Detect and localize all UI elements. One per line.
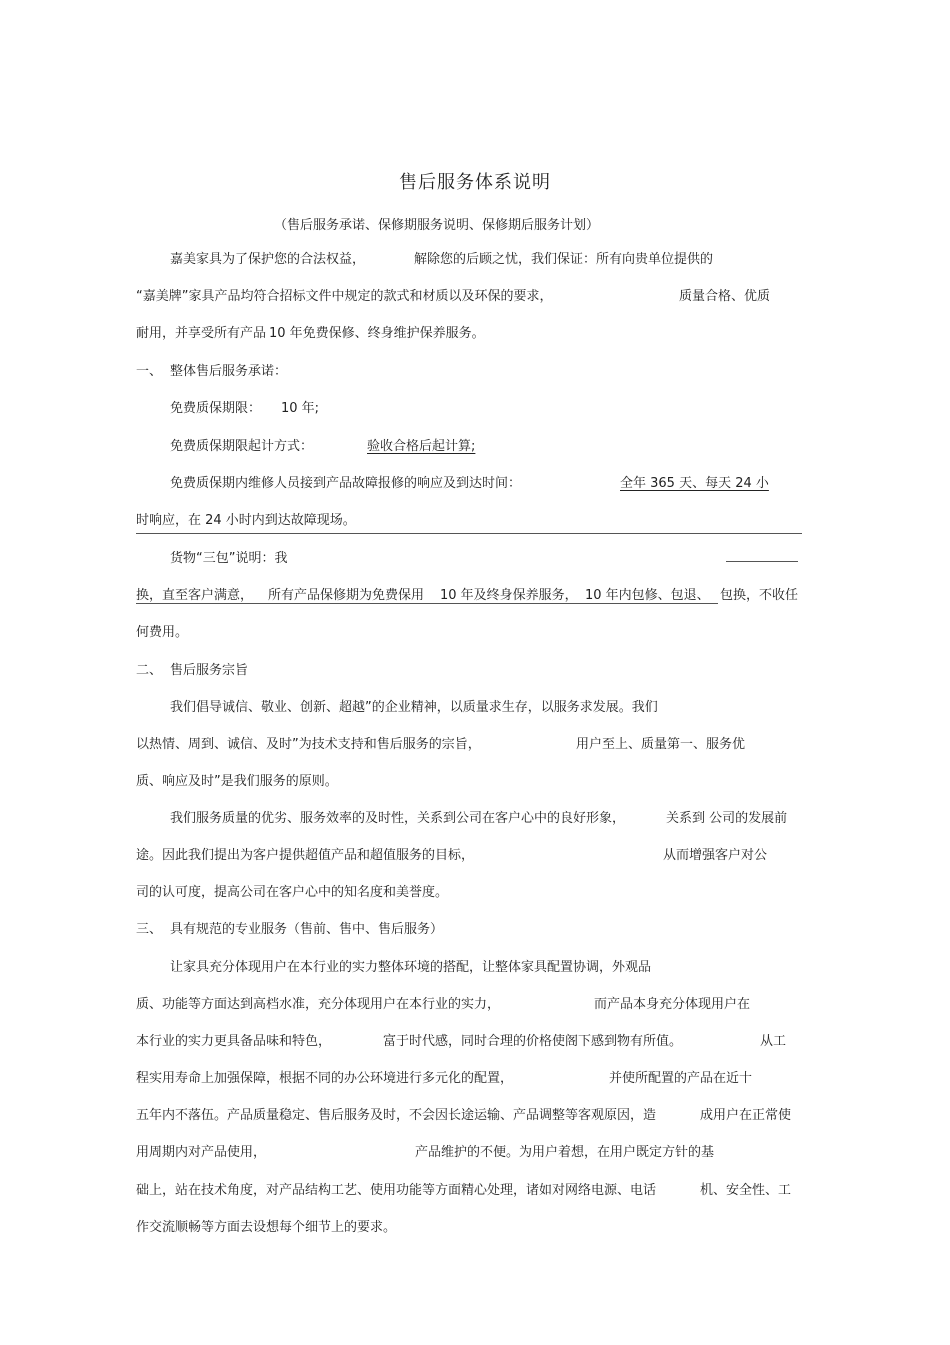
text-segment: 我们倡导诚信、敬业、创新、超越”的企业精神，以质量求生存，以服务求发展。我们 [170, 700, 658, 715]
text-segment: 用户至上、质量第一、服务优 [576, 737, 746, 752]
text-segment: 10 年内包修、包退、 [585, 588, 710, 603]
sec2-p2-line-2 [0, 846, 950, 868]
text-segment: 机、安全性、工 [700, 1183, 792, 1198]
response-time-line [0, 474, 950, 496]
heading-number: 二、 [136, 663, 163, 678]
section-2-heading [0, 661, 950, 683]
sec2-p1-line-2 [0, 735, 950, 757]
field-label: 货物“三包”说明：我 [170, 551, 288, 566]
sec3-line-8 [0, 1218, 950, 1240]
text-segment: 关系到 公司的发展前 [666, 811, 788, 826]
warranty-start-line [0, 437, 950, 459]
sec2-p1-line-1 [0, 698, 950, 720]
section-3-heading [0, 920, 950, 942]
text-segment: 时响应，在 24 小时内到达故障现场。 [136, 513, 356, 528]
intro-line-1 [0, 250, 950, 272]
text-segment: 途。因此我们提出为客户提供超值产品和超值服务的目标， [136, 848, 475, 863]
text-segment: 程实用寿命上加强保障，根据不同的办公环境进行多元化的配置， [136, 1071, 514, 1086]
text-segment: 础上，站在技术角度，对产品结构工艺、使用功能等方面精心处理，诸如对网络电源、电话 [136, 1183, 657, 1198]
sec3-line-5 [0, 1106, 950, 1128]
text-segment: 用周期内对产品使用， [136, 1145, 267, 1160]
text-segment: 五年内不落伍。产品质量稳定、售后服务及时，不会因长途运输、产品调整等客观原因，造 [136, 1108, 657, 1123]
sec3-line-6 [0, 1143, 950, 1165]
document-title: 售后服务体系说明 [399, 172, 551, 193]
warranty-period-line [0, 399, 950, 421]
response-time-cont [0, 511, 950, 533]
sec2-p1-line-3 [0, 772, 950, 794]
text-segment: 换，直至客户满意， [136, 588, 254, 603]
text-segment: 本行业的实力更具备品味和特色， [136, 1034, 332, 1049]
text-segment: 何费用。 [136, 625, 189, 640]
field-label: 免费质保期内维修人员接到产品故障报修的响应及到达时间： [170, 476, 522, 491]
text-segment: 司的认可度，提高公司在客户心中的知名度和美誉度。 [136, 885, 449, 900]
heading-number: 三、 [136, 922, 163, 937]
document-subtitle: （售后服务承诺、保修期服务说明、保修期后服务计划） [274, 218, 600, 233]
text-segment: 质、功能等方面达到高档水准，充分体现用户在本行业的实力， [136, 997, 501, 1012]
heading-text: 售后服务宗旨 [170, 663, 249, 678]
field-value: 验收合格后起计算; [367, 439, 476, 454]
sanbao-line-3 [0, 623, 950, 645]
section-1-heading [0, 362, 950, 384]
sanbao-line-2 [0, 586, 950, 608]
text-segment: 成用户在正常使 [700, 1108, 792, 1123]
text-segment: 嘉美家具为了保护您的合法权益， [170, 252, 366, 267]
text-segment: 而产品本身充分体现用户在 [594, 997, 751, 1012]
field-value: 全年 365 天、每天 24 小 [620, 476, 769, 491]
sec2-p2-line-3 [0, 883, 950, 905]
text-segment: 产品维护的不便。为用户着想，在用户既定方针的基 [415, 1145, 715, 1160]
sanbao-line-1 [0, 549, 950, 571]
text-segment: 我们服务质量的优劣、服务效率的及时性，关系到公司在客户心中的良好形象， [170, 811, 626, 826]
text-segment: 所有产品保修期为免费保用 [268, 588, 425, 603]
text-segment: 作交流顺畅等方面去设想每个细节上的要求。 [136, 1220, 397, 1235]
text-segment: 让家具充分体现用户在本行业的实力整体环境的搭配，让整体家具配置协调，外观品 [170, 960, 652, 975]
heading-text: 整体售后服务承诺： [170, 364, 288, 379]
sec3-line-1 [0, 958, 950, 980]
text-segment: 质量合格、优质 [679, 289, 771, 304]
intro-line-2 [0, 287, 950, 309]
sec3-line-4 [0, 1069, 950, 1091]
text-segment: 以热情、周到、诚信、及时”为技术支持和售后服务的宗旨， [136, 737, 481, 752]
heading-text: 具有规范的专业服务（售前、售中、售后服务） [170, 922, 444, 937]
text-segment: “嘉美牌”家具产品均符合招标文件中规定的款式和材质以及环保的要求， [136, 289, 553, 304]
text-segment: 并使所配置的产品在近十 [609, 1071, 753, 1086]
sec3-line-2 [0, 995, 950, 1017]
text-segment: 10 年免费保修、终身维护保养服务。 [269, 326, 485, 341]
text-segment: 质、响应及时”是我们服务的原则。 [136, 774, 338, 789]
blank-fill-line [726, 561, 798, 562]
sec3-line-3 [0, 1032, 950, 1054]
text-segment: 解除您的后顾之忧，我们保证：所有向贵单位提供的 [414, 252, 714, 267]
sec2-p2-line-1 [0, 809, 950, 831]
text-segment: 从工 [760, 1034, 787, 1049]
text-segment: 从而增强客户对公 [663, 848, 768, 863]
text-segment: 包换，不收任 [720, 588, 799, 603]
text-segment: 富于时代感，同时合理的价格使阁下感到物有所值。 [383, 1034, 683, 1049]
intro-line-3 [0, 324, 950, 346]
field-value: 10 年; [281, 401, 320, 416]
sec3-line-7 [0, 1181, 950, 1203]
field-label: 免费质保期限起计方式： [170, 439, 314, 454]
divider-line [136, 533, 802, 534]
text-segment: 耐用，并享受所有产品 [136, 326, 267, 341]
field-label: 免费质保期限： [170, 401, 262, 416]
text-segment: 10 年及终身保养服务， [440, 588, 578, 603]
underline-segment [136, 603, 718, 604]
heading-number: 一、 [136, 364, 163, 379]
